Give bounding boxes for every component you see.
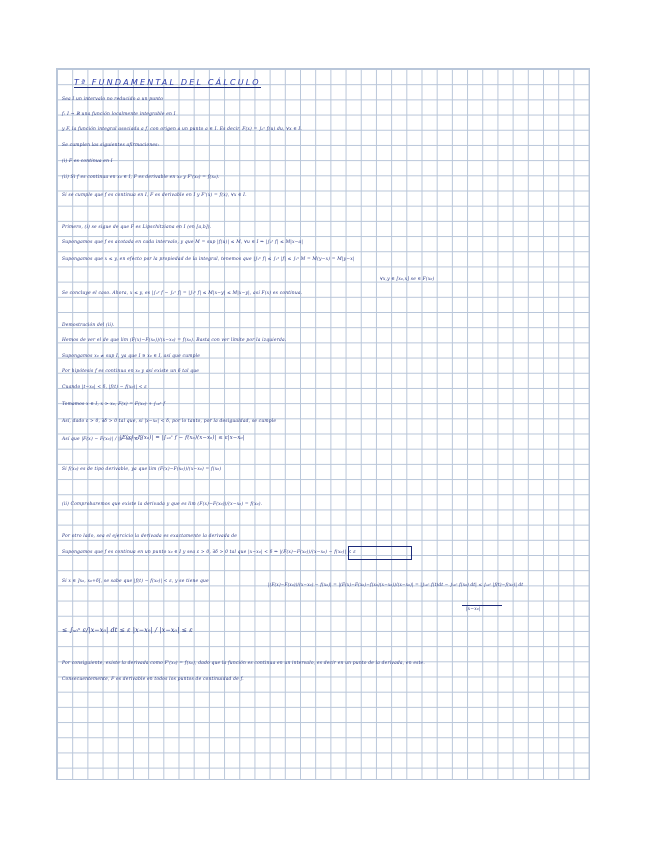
text-line-7: Si se cumple que f es continua en I, F es derivable en I y F'(x) = f(x), ∀x ∈ I. — [62, 193, 247, 198]
text-line-18: Así, dado ε > 0, ∃δ > 0 tal que, si |x−x₀| < δ, por lo tanto, por la desigualdad, se cumple — [62, 419, 277, 424]
fraction-bar — [462, 605, 502, 606]
text-line-16: Cuando |t−x₀| < δ, |f(t) − f(x₀)| < ε — [62, 385, 147, 390]
text-line-12: Demostración del (ii). — [62, 323, 115, 328]
text-line-11: Se concluye el caso. Ahora, x ≤ y, es |∫ₐʸ f − ∫ₐˣ f| = |∫ₓʸ f| ≤ M|x−y| ≤ M|x−y|, así F(x) es continua. — [62, 291, 303, 296]
side-note-1: ∀x,y ∈ [x₀,x] se ∈ F(x₀) — [380, 277, 435, 282]
text-line-2: f: I → ℝ una función localmente integrable en I — [62, 112, 176, 117]
text-line-14: Supongamos x₀ ≠ sup I, ya que I ∋ x₀ ∈ I, así que cumple — [62, 354, 200, 359]
boxed-expression-1 — [348, 546, 412, 560]
text-line-10: Supongamos que x ≤ y, en efecto por la propiedad de la integral, tenemos que |∫ₓʸ f| ≤ ∫ₓʸ |f| ≤ ∫ₓʸ M = M(y−x) = M|y−x| — [62, 257, 355, 262]
text-line-21: (ii) Comprobaremos que existe la derivada y que es lim (F(x)−F(x₀))/(x−x₀) = f(x₀). — [62, 502, 263, 507]
text-line-3: y F, la función integral asociada a f, con origen a un punto a ∈ I. Es decir, F(x) = ∫ₐˣ f(u) du, ∀x ∈ I. — [62, 127, 302, 132]
text-line-27: Consecuentemente, F es derivable en todos los puntos de continuidad de f. — [62, 677, 244, 682]
text-line-20: Si f(x₀) es de tipo derivable, ya que lim (F(x)−F(x₀))/(x−x₀) = f(x₀) — [62, 467, 222, 472]
text-line-4: Se cumplen las siguientes afirmaciones: — [62, 143, 160, 148]
text-line-19: Así que |F(x) − F(x₀)| / |x−x₀| ≤ ε — [62, 437, 143, 442]
denominator-1: |x−x₀| — [466, 607, 481, 612]
text-line-8: Primero, (i) se sigue de que F es Lipschitziana en I (en [a,b]). — [62, 225, 212, 230]
text-line-1: Sea I un intervalo no reducido a un punto — [62, 97, 164, 102]
text-line-25: ≤ ∫ₓ₀ˣ ε/|x−x₀| dt ≤ ε |x−x₀| / |x−x₀| ≤ ε — [62, 627, 193, 634]
text-line-5: (i) F es continua en I — [62, 159, 113, 164]
text-line-15: Por hipótesis f es continua en x₀ y así existe un δ tal que — [62, 369, 200, 374]
page-title: Tª FUNDAMENTAL DEL CÁLCULO — [74, 78, 261, 87]
text-line-22: Por otro lado, sea el ejercicio la derivada es exactamente la derivada de — [62, 534, 238, 539]
inline-math-1: |F(x)−F(x₀)| = |∫ₓ₀ˣ f − f(x₀)(x−x₀)| ≤ ε|x−x₀| — [120, 435, 245, 441]
text-line-9: Supongamos que f es acotada en cada intervalo, y que M = sup |f(u)| ≤ M, ∀u ∈ I ⇒ |∫ₐˣ f| ≤ M|x−a| — [62, 240, 304, 245]
text-line-24: Si x ∈ ]x₀, x₀+δ[, se sabe que |f(t) − f(x₀)| < ε, y se tiene que — [62, 579, 209, 584]
text-line-17: Tomamos x ∈ I, x > x₀, F(x) = F(x₀) + ∫ₓ₀ˣ f — [62, 402, 166, 407]
text-line-6: (ii) Si f es continua en x₀ ∈ I, F es derivable en x₀ y F'(x₀) = f(x₀). — [62, 175, 220, 180]
text-line-26: Por consiguiente, existe la derivada como F'(x₀) = f(x₀), dado que la función es continua en un intervalo, es decir en un punto de la derivada, en este. — [62, 661, 425, 666]
inline-math-2: |(F(x)−F(x₀))/(x−x₀) − f(x₀)| = |(F(x)−F(x₀)−f(x₀)(x−x₀))/(x−x₀)| = |∫ₓ₀ˣ f(t)dt − ∫ₓ₀ˣ f(x₀) dt| ≤ ∫ₓ₀ˣ |f(t)−f(x₀)| dt — [268, 582, 524, 587]
text-line-13: Hemos de ver el de que lim (F(x)−F(x₀))/(x−x₀) = f(x₀). Basta con ver límite por la izquierda. — [62, 338, 287, 343]
text-line-23: Supongamos que f es continua en un punto x₀ ∈ I y sea ε > 0, ∃δ > 0 tal que |x−x₀| < δ ⇒ |(F(x)−F(x₀))/(x−x₀) − f(x₀)| < ε — [62, 550, 356, 555]
